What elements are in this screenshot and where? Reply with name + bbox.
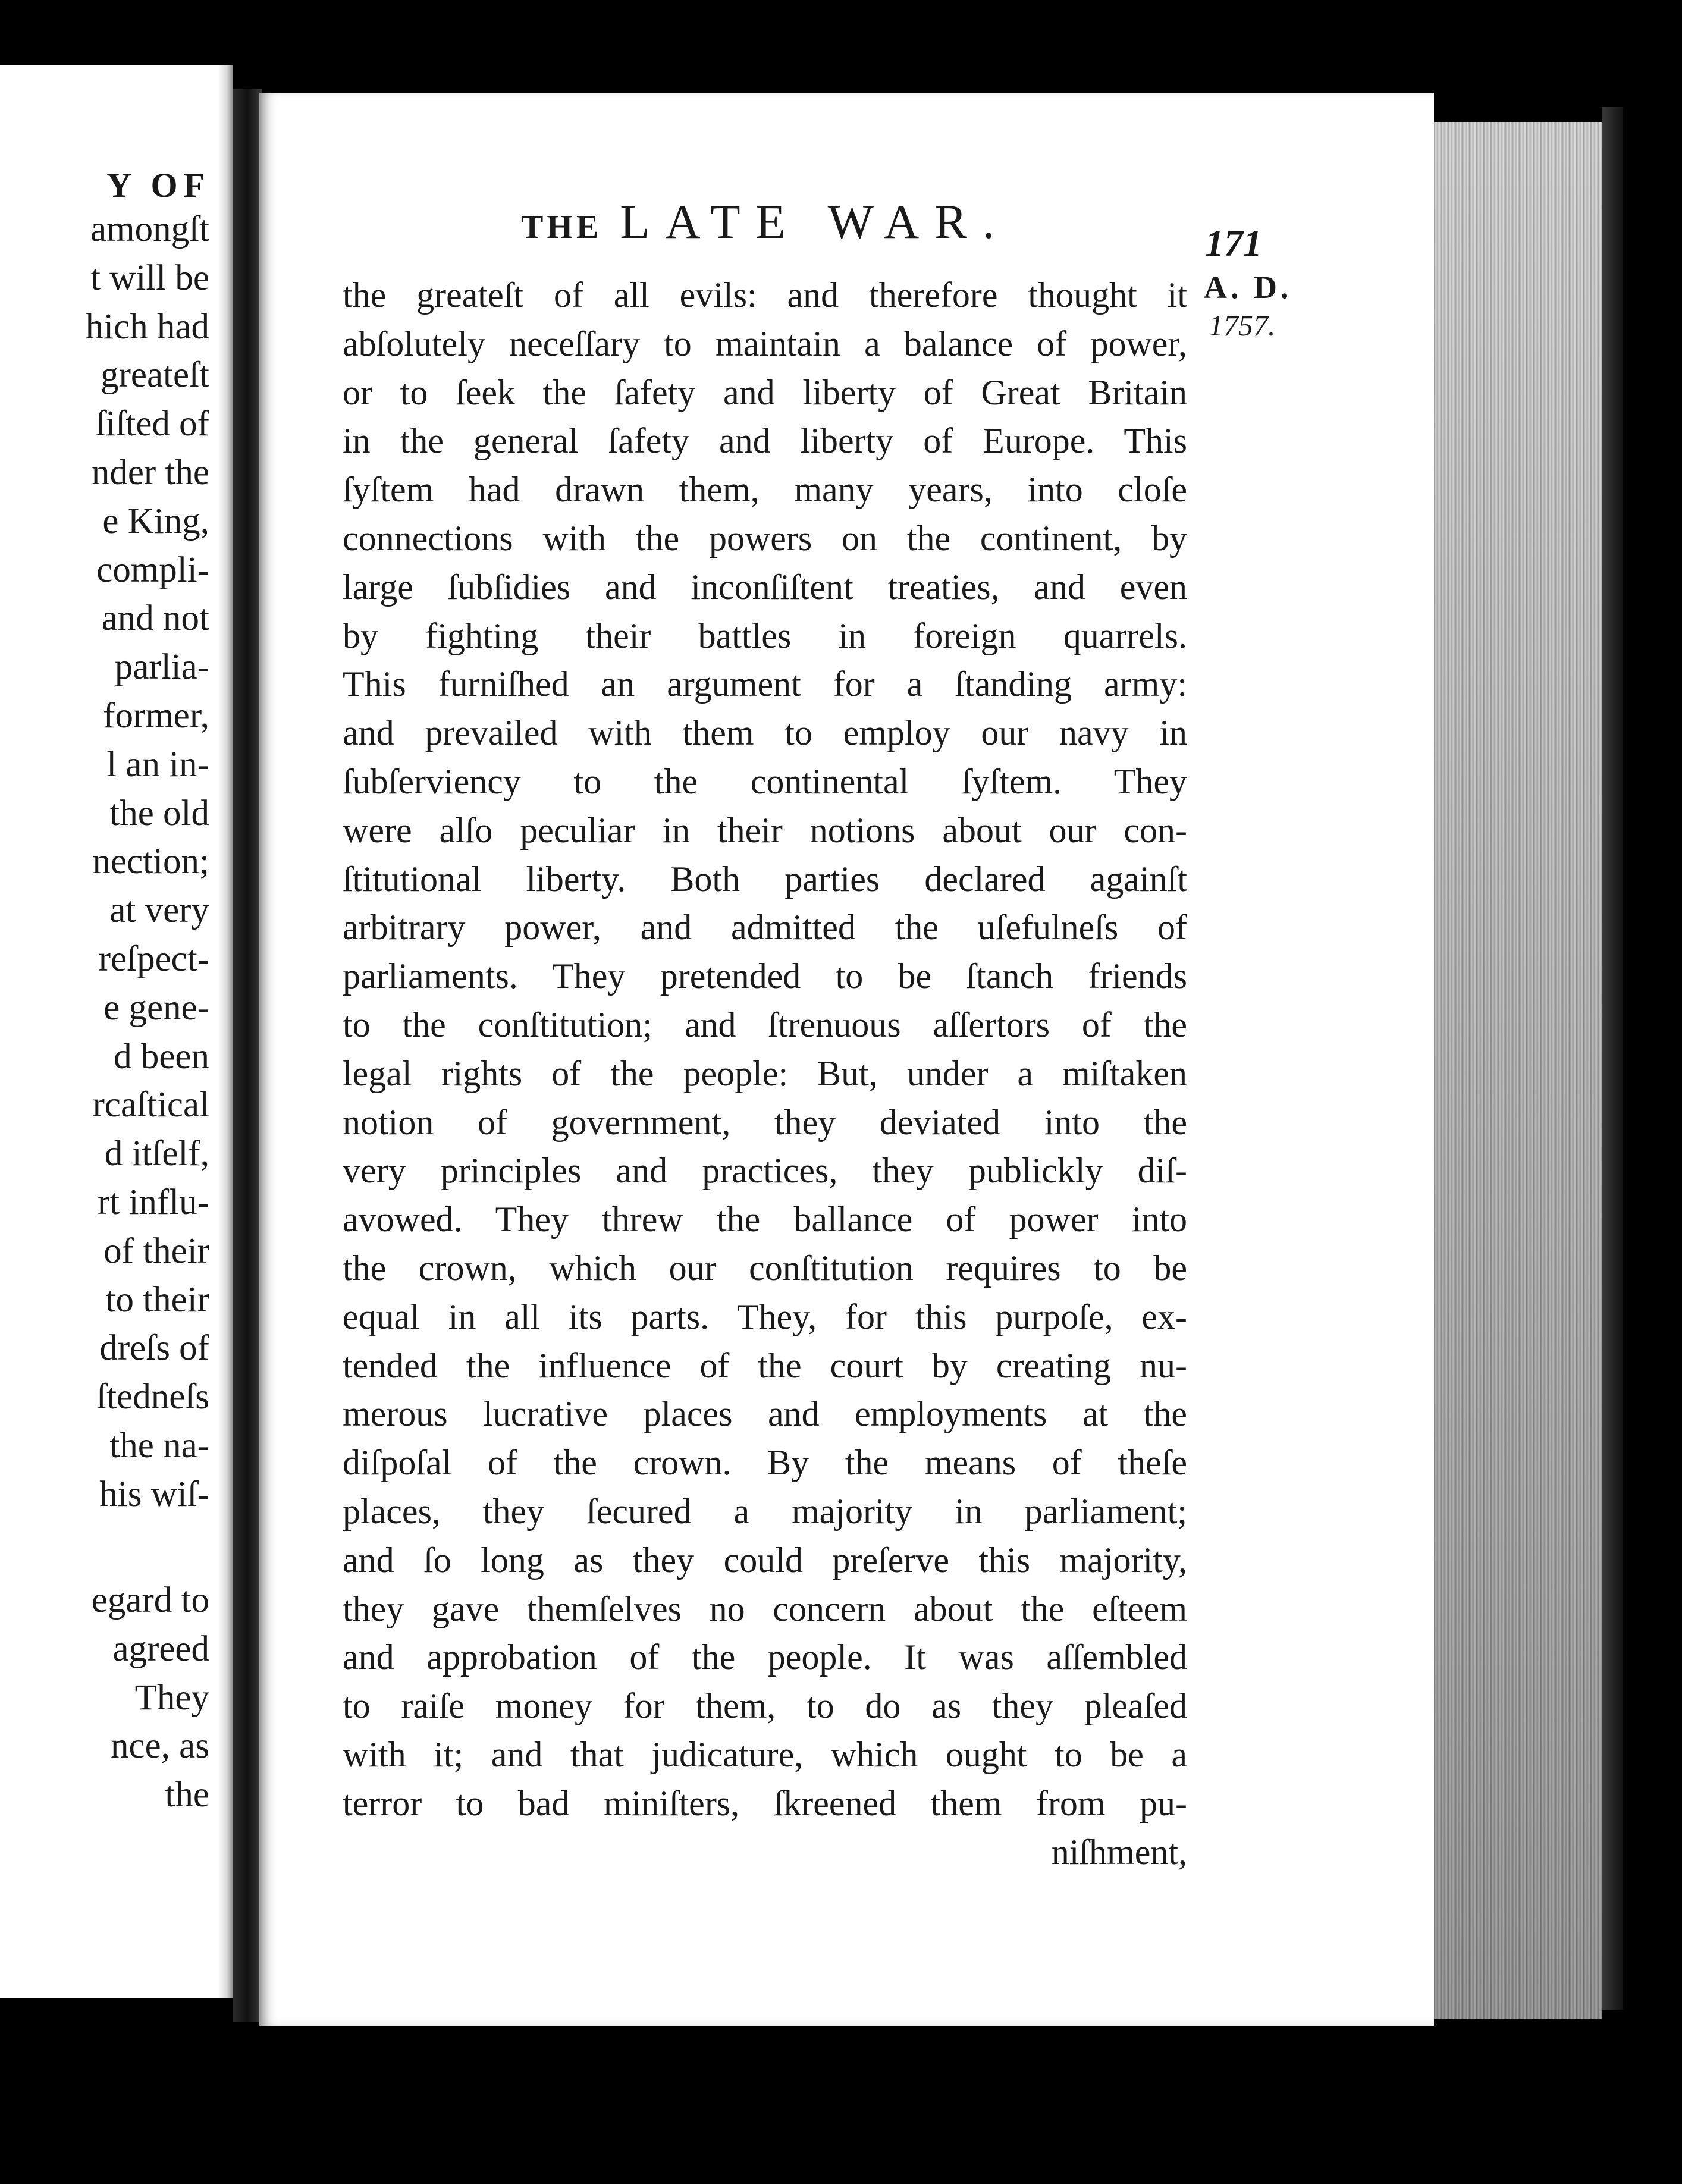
left-line: former, [103,695,209,736]
text-line: the crown, which our conſtitution requires to be [343,1248,1187,1288]
text-line: terror to bad miniſters, ſkreened them from pu- [343,1783,1187,1823]
left-page-lower-text [92,1576,209,1819]
running-head-prefix: THE [521,209,602,246]
text-line: in the general ſafety and liberty of Europe. This [343,421,1187,461]
left-line: the [165,1775,209,1815]
catchword: niſhment, [1051,1832,1187,1872]
text-line: equal in all its parts. They, for this purpoſe, ex- [343,1297,1187,1336]
text-line: ſubſerviency to the continental ſyſtem. They [343,761,1187,801]
text-line: arbitrary power, and admitted the uſefulneſs of [343,908,1187,947]
left-line: rt influ- [97,1182,209,1222]
left-line: ſiſted of [95,404,209,444]
left-page-running-head: Y OF [106,166,211,205]
text-line: they gave themſelves no concern about the eſteem [343,1589,1187,1628]
text-line: legal rights of the people: But, under a miſtaken [343,1053,1187,1093]
left-page-text [86,205,209,1519]
text-line: ſtitutional liberty. Both parties declared againſt [343,859,1187,899]
left-line: l an in- [106,744,209,785]
left-line: agreed [112,1628,209,1669]
text-line: connections with the powers on the continent, by [343,518,1187,558]
text-line: very principles and practices, they publickly diſ- [343,1151,1187,1191]
left-line: nection; [92,842,209,882]
left-line: ſtedneſs [96,1377,209,1417]
running-head-title: LATE WAR. [620,194,1011,249]
text-line: by fighting their battles in foreign quarrels. [343,616,1187,655]
left-line: and not [101,598,209,639]
text-line: places, they ſecured a majority in parliament; [343,1491,1187,1531]
left-line: to their [105,1279,209,1320]
text-line: the greateſt of all evils: and therefore thought it [343,275,1187,315]
left-line: rcaſtical [92,1085,209,1125]
left-line: compli- [96,550,209,590]
left-line: d been [114,1036,209,1077]
text-line: large ſubſidies and inconſiſtent treaties, and even [343,567,1187,607]
text-line: diſpoſal of the crown. By the means of theſe [343,1443,1187,1483]
left-line: d itſelf, [104,1134,209,1174]
text-line: to the conſtitution; and ſtrenuous aſſertors of the [343,1005,1187,1044]
left-line: They [134,1677,209,1718]
left-line: t will be [90,258,209,298]
book-spine-gutter [233,89,262,2022]
book-cover-edge [1602,107,1623,2010]
left-line: his wiſ- [99,1474,209,1514]
page-number: 171 [1205,222,1262,264]
right-page [259,93,1434,2026]
text-line: tended the influence of the court by creating nu- [343,1345,1187,1385]
left-page [0,65,233,1998]
page-fore-edge [1434,122,1602,2019]
text-line: and approbation of the people. It was aſſembled [343,1637,1187,1677]
left-line: dreſs of [99,1328,209,1369]
text-line: This furniſhed an argument for a ſtanding army: [343,664,1187,704]
text-line: avowed. They threw the ballance of power into [343,1200,1187,1240]
left-line: hich had [85,306,209,347]
left-line: e King, [102,501,209,541]
text-line: ſyſtem had drawn them, many years, into cloſe [343,470,1187,510]
text-line: and ſo long as they could preſerve this majority, [343,1540,1187,1580]
text-line: abſolutely neceſſary to maintain a balance of power, [343,324,1187,363]
left-line: of their [103,1231,209,1271]
left-line: nce, as [111,1726,209,1766]
running-head [521,194,1010,250]
left-line: the na- [109,1425,209,1466]
left-line: greateſt [101,355,209,396]
left-line: e gene- [103,987,209,1028]
left-line: nder the [91,452,209,492]
left-page-gutter-shadow [218,65,233,1998]
left-line: egard to [91,1580,209,1620]
left-line: amongſt [90,209,209,249]
text-line: notion of government, they deviated into the [343,1102,1187,1142]
left-line: at very [109,890,209,931]
text-line: parliaments. They pretended to be ſtanch friends [343,956,1187,996]
text-line: and prevailed with them to employ our navy in [343,713,1187,753]
left-line: parlia- [114,647,209,688]
text-line: were alſo peculiar in their notions about our con- [343,810,1187,850]
margin-note-label: A. D. [1204,269,1292,305]
text-line: merous lucrative places and employments at the [343,1394,1187,1434]
left-line: the old [109,793,209,833]
text-line: with it; and that judicature, which ought to be a [343,1734,1187,1774]
text-line: to raiſe money for them, to do as they pleaſed [343,1686,1187,1726]
text-line: or to ſeek the ſafety and liberty of Great Britain [343,372,1187,412]
left-line: reſpect- [98,939,209,979]
margin-note-year: 1757. [1209,309,1276,342]
body-text [343,271,1187,1877]
